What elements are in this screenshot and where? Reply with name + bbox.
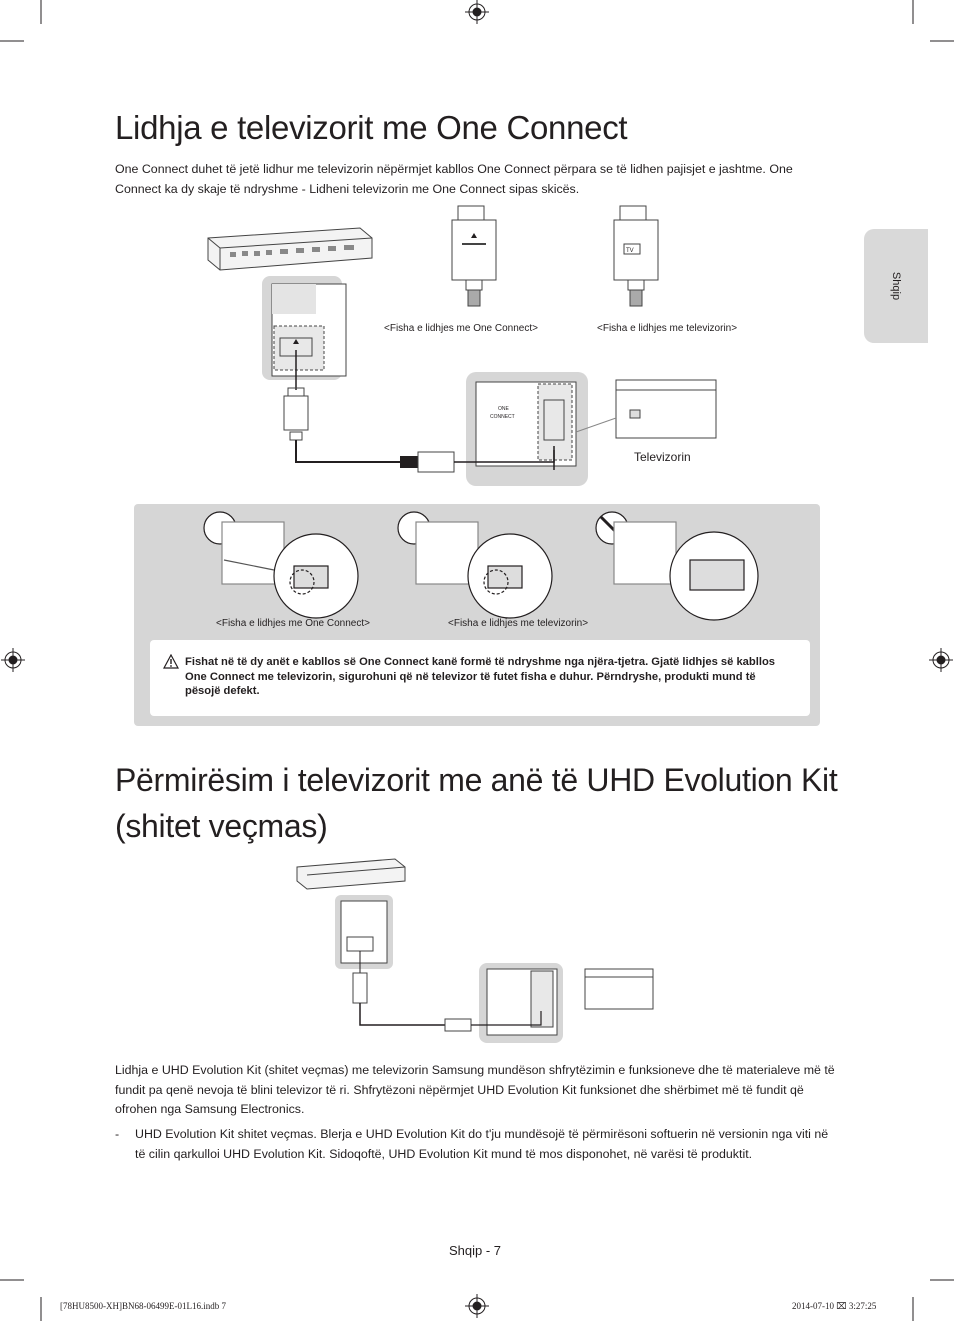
one-connect-text-2: CONNECT: [490, 414, 515, 420]
one-connect-text-1: ONE: [498, 406, 509, 412]
uhd-kit-diagram: [295, 855, 660, 1045]
caption-plug-oc-2: <Fisha e lidhjes me One Connect>: [216, 618, 370, 629]
caption-plug-tv-1: <Fisha e lidhjes me televizorin>: [597, 323, 738, 334]
warning-text: Fishat në të dy anët e kabllos së One Connect kanë formë të ndryshme nga njëra-tjetra. Gjatë lidhjes së kabllos One Connect me televizorin, sigurohuni që në televizor të futet fisha e duhur. Përndryshe, produkti mund të pësojë defekt.: [185, 656, 776, 697]
section1-intro: One Connect duhet të jetë lidhur me televizorin nëpërmjet kabllos One Connect përpara se të lidhen pajisjet e jashtme. One Connect ka dy skaje të ndryshme - Lidheni televizorin me One Connect sipas skicës.: [115, 162, 793, 196]
registration-mark-top: [465, 0, 489, 24]
caption-tv: Televizorin: [634, 450, 691, 464]
section1-title: Lidhja e televizorit me One Connect: [115, 109, 628, 146]
list-item-uhd-kit: UHD Evolution Kit shitet veçmas. Blerja e UHD Evolution Kit do t'ju mundësojë të përmirësoni softuerin në versionin nga viti në të cilin qarkulloi UHD Evolution Kit. Sidoqoftë, UHD Evolution Kit mund të mos disponohet, në varësi të produktit.: [135, 1127, 829, 1161]
caption-plug-oc-1: <Fisha e lidhjes me One Connect>: [384, 323, 538, 334]
language-side-tab: [864, 229, 928, 343]
tv-badge-text: TV: [626, 248, 634, 254]
page-number: Shqip - 7: [449, 1243, 502, 1258]
print-timestamp: 2014-07-10 ⌧ 3:27:25: [792, 1301, 877, 1311]
registration-mark-left: [1, 648, 25, 672]
file-info: [78HU8500-XH]BN68-06499E-01L16.indb 7: [60, 1301, 226, 1311]
registration-mark-bottom: [465, 1294, 489, 1318]
caption-plug-tv-2: <Fisha e lidhjes me televizorin>: [448, 618, 589, 629]
list-marker: -: [115, 1127, 120, 1141]
warning-triangle-icon: [163, 654, 179, 669]
one-connect-box: [208, 228, 372, 270]
side-tab-label: Shqip: [890, 271, 902, 301]
registration-mark-right: [929, 648, 953, 672]
section2-title: Përmirësim i televizorit me anë të UHD Evolution Kit (shitet veçmas): [115, 762, 838, 844]
warning-box: [150, 640, 810, 716]
section2-body: Lidhja e UHD Evolution Kit (shitet veçmas) me televizorin Samsung mundëson shfrytëzimin e funksioneve dhe të materialeve më të fundit pa qenë nevoja të blini televizor të ri. Shfrytëzoni nëpërmjet UHD Evolution Kit funksionet dhe shërbimet më të fundit që ofrohen nga Samsung Electronics.: [115, 1063, 835, 1116]
